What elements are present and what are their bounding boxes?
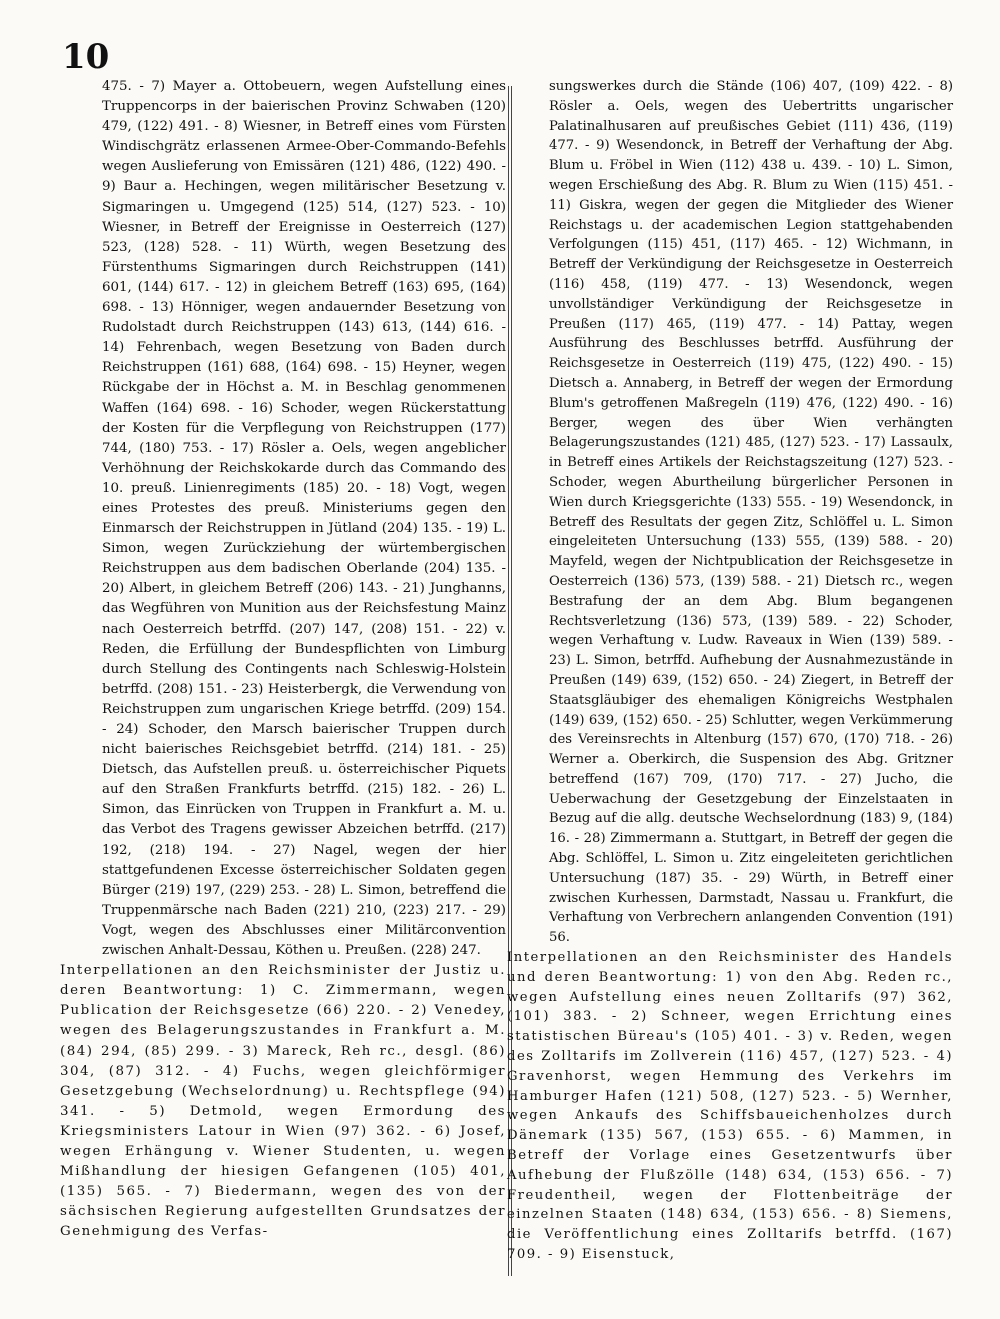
right-paragraph-1: sungswerkes durch die Stände (106) 407, (109) 422. - 8) Rösler a. Oels, wegen des Uebertritts ungarischer Palatinalhusaren auf preußisches Gebiet (111) 436, (119) 477. - 9) Wesendonck, in Betreff der Verhaftung der Abg. Blum u. Fröbel in Wien (112) 438 u. 439. - 10) L. Simon, wegen Erschießung des Abg. R. Blum zu Wien (115) 451. - 11) Giskra, wegen der gegen die Mitglieder des Wiener Reichstags u. der academischen Legion stattgehabenden Verfolgungen (115) 451, (117) 465. - 12) Wichmann, in Betreff der Verkündigung der Reichsgesetze in Oesterreich (116) 458, (119) 477. - 13) Wesendonck, wegen unvollständiger Verkündigung der Reichsgesetze in Preußen (117) 465, (119) 477. - 14) Pattay, wegen Ausführung des Beschlusses betrffd. Ausführung der Reichsgesetze in Oesterreich (119) 475, (122) 490. - 15) Dietsch a. Annaberg, in Betreff der wegen der Ermordung Blum's getroffenen Maßregeln (119) 476, (122) 490. - 16) Berger, wegen des über Wien verhängten Belagerungszustandes (121) 485, (127) 523. - 17) Lassaulx, in Betreff eines Artikels der Reichstagszeitung (127) 523. - Schoder, wegen Aburtheilung bürgerlicher Personen in Wien durch Kriegsgerichte (133) 555. - 19) Wesendonck, in Betreff des Resultats der gegen Zitz, Schlöffel u. L. Simon eingeleiteten Untersuchung (133) 555, (139) 588. - 20) Mayfeld, wegen der Nichtpublication der Reichsgesetze in Oesterreich (136) 573, (139) 588. - 21) Dietsch rc., wegen Bestrafung der an dem Abg. Blum begangenen Rechtsverletzung (136) 573, (139) 589. - 22) Schoder, wegen Verhaftung v. Ludw. Raveaux in Wien (139) 589. - 23) L. Simon, betrffd. Aufhebung der Ausnahmezustände in Preußen (149) 639, (152) 650. - 24) Ziegert, in Betreff der Staatsgläubiger des ehemaligen Königreichs Westphalen (149) 639, (152) 650. - 25) Schlutter, wegen Verkümmerung des Vereinsrechts in Altenburg (157) 670, (170) 718. - 26) Werner a. Oberkirch, die Suspension des Abg. Gritzner betreffend (167) 709, (170) 717. - 27) Jucho, die Ueberwachung der Gesetzgebung der Einzelstaaten in Bezug auf die allg. deutsche Wechselordnung (183) 9, (184) 16. - 28) Zimmermann a. Stuttgart, in Betreff der gegen die Abg. Schlöffel, L. Simon u. Zitz eingeleiteten gerichtlichen Untersuchung (187) 35. - 29) Würth, in Betreff einer zwischen Kurhessen, Darmstadt, Nassau u. Frankfurt, die Verhaftung von Verbrechern anlangenden Convention (191) 56.: [549, 79, 953, 946]
left-column: [60, 77, 506, 1242]
left-paragraph-1: 475. - 7) Mayer a. Ottobeuern, wegen Aufstellung eines Truppencorps in der baierischen Provinz Schwaben (120) 479, (122) 491. - 8) Wiesner, in Betreff eines vom Fürsten Windischgrätz erlassenen Armee-Ober-Commando-Befehls wegen Auslieferung von Emissären (121) 486, (122) 490. - 9) Baur a. Hechingen, wegen militärischer Besetzung v. Sigmaringen u. Umgegend (125) 514, (127) 523. - 10) Wiesner, in Betreff der Ereignisse in Oesterreich (127) 523, (128) 528. - 11) Würth, wegen Besetzung des Fürstenthums Sigmaringen durch Reichstruppen (141) 601, (144) 617. - 12) in gleichem Betreff (163) 695, (164) 698. - 13) Hönniger, wegen andauernder Besetzung von Rudolstadt durch Reichstruppen (143) 613, (144) 616. - 14) Fehrenbach, wegen Besetzung von Baden durch Reichstruppen (161) 688, (164) 698. - 15) Heyner, wegen Rückgabe der in Höchst a. M. in Beschlag genommenen Waffen (164) 698. - 16) Schoder, wegen Rückerstattung der Kosten für die Verpflegung von Reichstruppen (177) 744, (180) 753. - 17) Rösler a. Oels, wegen angeblicher Verhöhnung der Reichskokarde durch das Commando des 10. preuß. Linienregiments (185) 20. - 18) Vogt, wegen eines Protestes des preuß. Ministeriums gegen den Einmarsch der Reichstruppen in Jütland (204) 135. - 19) L. Simon, wegen Zurückziehung der würtembergischen Reichstruppen aus dem badischen Oberlande (204) 135. - 20) Albert, in gleichem Betreff (206) 143. - 21) Junghanns, das Wegführen von Munition aus der Reichsfestung Mainz nach Oesterreich betrffd. (207) 147, (208) 151. - 22) v. Reden, die Erfüllung der Bundespflichten von Limburg durch Stellung des Contingents nach Schleswig-Holstein betrffd. (208) 151. - 23) Heisterbergk, die Verwendung von Reichstruppen zum ungarischen Kriege betrffd. (209) 154. - 24) Schoder, den Marsch baierischer Truppen durch nicht baierisches Reichsgebiet betrffd. (214) 181. - 25) Dietsch, das Aufstellen preuß. u. österreichischer Piquets auf den Straßen Frankfurts betrffd. (215) 182. - 26) L. Simon, das Einrücken von Truppen in Frankfurt a. M. u. das Verbot des Tragens gewisser Abzeichen betrffd. (217) 192, (218) 194. - 27) Nagel, wegen der hier stattgefundenen Excesse österreichischer Soldaten gegen Bürger (219) 197, (229) 253. - 28) L. Simon, betreffend die Truppenmärsche nach Baden (221) 210, (223) 217. - 29) Vogt, wegen des Abschlusses einer Militärconvention zwischen Anhalt-Dessau, Köthen u. Preußen. (228) 247.: [102, 79, 506, 959]
page-number: 10: [62, 37, 110, 77]
left-paragraph-2: Interpellationen an den Reichsminister der Justiz u. deren Beantwortung: 1) C. Zimmermann, wegen Publication der Reichsgesetze (66) 220. - 2) Venedey, wegen des Belagerungszustandes in Frankfurt a. M. (84) 294, (85) 299. - 3) Mareck, Reh rc., desgl. (86) 304, (87) 312. - 4) Fuchs, wegen gleichförmiger Gesetzgebung (Wechselordnung) u. Rechtspflege (94) 341. - 5) Detmold, wegen Ermordung des Kriegsministers Latour in Wien (97) 362. - 6) Josef, wegen Erhängung v. Wiener Studenten, u. wegen Mißhandlung der hiesigen Gefangenen (105) 401, (135) 565. - 7) Biedermann, wegen des von der sächsischen Regierung aufgestellten Grundsatzes der Genehmigung des Verfas-: [60, 963, 506, 1240]
right-column: [507, 77, 953, 1265]
right-paragraph-2: Interpellationen an den Reichsminister des Handels und deren Beantwortung: 1) von den Abg. Reden rc., wegen Aufstellung eines neuen Zolltarifs (97) 362, (101) 383. - 2) Schneer, wegen Errichtung eines statistischen Büreau's (105) 401. - 3) v. Reden, wegen des Zolltarifs im Zollverein (116) 457, (127) 523. - 4) Gravenhorst, wegen Hemmung des Verkehrs im Hamburger Hafen (121) 508, (127) 523. - 5) Wernher, wegen Ankaufs des Schiffsbaueichenholzes durch Dänemark (135) 567, (153) 655. - 6) Mammen, in Betreff der Vorlage eines Gesetzentwurfs über Aufhebung der Flußzölle (148) 634, (153) 656. - 7) Freudentheil, wegen der Flottenbeiträge der einzelnen Staaten (148) 634, (153) 656. - 8) Siemens, die Veröffentlichung eines Zolltarifs betrffd. (167) 709. - 9) Eisenstuck,: [507, 950, 953, 1263]
